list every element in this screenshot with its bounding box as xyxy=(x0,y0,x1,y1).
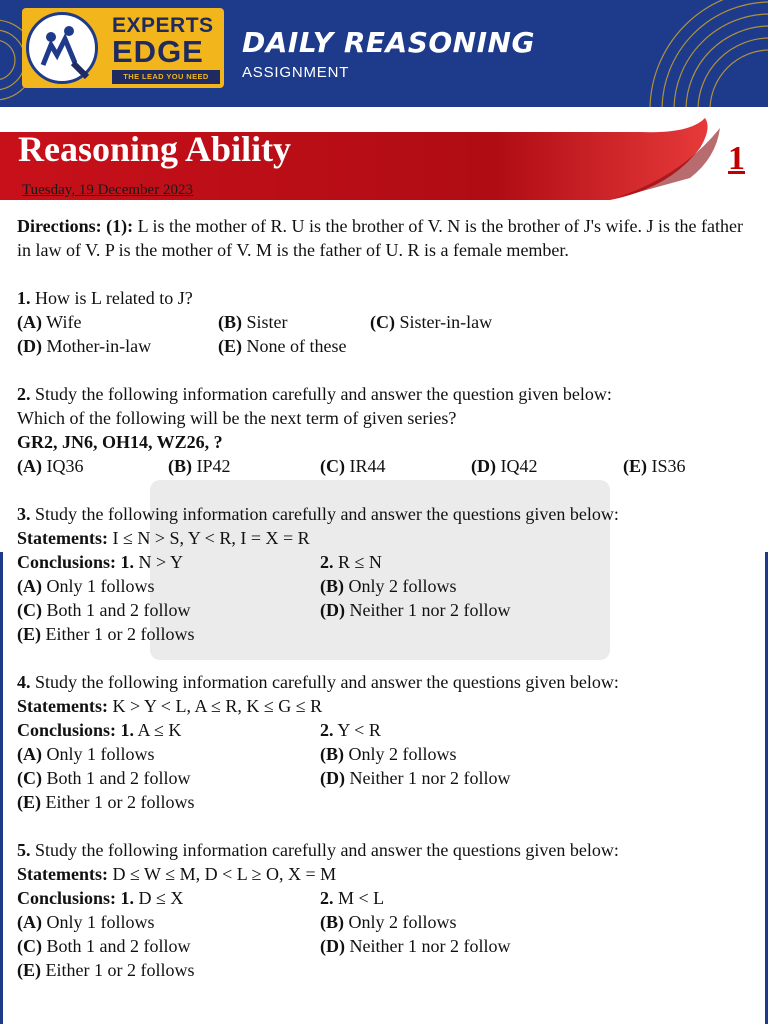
question-number: 2. xyxy=(17,384,31,404)
question-text: Study the following information carefully and answer the question given below: xyxy=(30,384,612,404)
option-c: (C) Sister-in-law xyxy=(370,312,493,332)
logo-text-edge: EDGE xyxy=(112,34,204,69)
directions-label: Directions: (1): xyxy=(17,216,134,236)
directions-text: L is the mother of R. U is the brother of V. N is the brother of J's wife. J is the father in law of V. P is the mother of V. M is the father of U. R is a female member. xyxy=(17,216,743,260)
question-text: Study the following information carefully and answer the questions given below: xyxy=(30,504,619,524)
conclusion-1: Conclusions: 1. D ≤ X xyxy=(17,888,184,908)
question-number: 4. xyxy=(17,672,31,692)
option-b: (B) IP42 xyxy=(168,456,231,476)
logo-text-experts: EXPERTS xyxy=(112,14,214,37)
question-4 xyxy=(17,670,757,814)
option-a: (A) Only 1 follows xyxy=(17,912,155,932)
option-d: (D) Neither 1 nor 2 follow xyxy=(320,936,511,956)
conclusion-1: Conclusions: 1. N > Y xyxy=(17,552,184,572)
option-d: (D) Neither 1 nor 2 follow xyxy=(320,768,511,788)
conclusion-1: Conclusions: 1. A ≤ K xyxy=(17,720,182,740)
header-subtitle: ASSIGNMENT xyxy=(242,64,350,81)
option-a: (A) Wife xyxy=(17,312,82,332)
question-text: Study the following information carefully and answer the questions given below: xyxy=(30,672,619,692)
question-number: 1. xyxy=(17,288,31,308)
option-d: (D) Mother-in-law xyxy=(17,336,152,356)
statements-label: Statements: xyxy=(17,864,108,884)
option-c: (C) IR44 xyxy=(320,456,386,476)
statements-label: Statements: xyxy=(17,528,108,548)
statements-label: Statements: xyxy=(17,696,108,716)
question-number: 5. xyxy=(17,840,31,860)
option-b: (B) Only 2 follows xyxy=(320,576,457,596)
statements: I ≤ N > S, Y < R, I = X = R xyxy=(107,528,310,548)
option-e: (E) Either 1 or 2 follows xyxy=(17,960,195,980)
option-c: (C) Both 1 and 2 follow xyxy=(17,600,191,620)
option-b: (B) Only 2 follows xyxy=(320,744,457,764)
statements: K > Y < L, A ≤ R, K ≤ G ≤ R xyxy=(107,696,323,716)
question-text: How is L related to J? xyxy=(30,288,193,308)
question-text-2: Which of the following will be the next term of given series? xyxy=(17,408,457,428)
option-e: (E) Either 1 or 2 follows xyxy=(17,624,195,644)
directions xyxy=(17,214,757,262)
series: GR2, JN6, OH14, WZ26, ? xyxy=(17,432,223,452)
conclusion-2: 2. Y < R xyxy=(320,720,381,740)
assignment-date: Tuesday, 19 December 2023 xyxy=(22,182,193,198)
option-a: (A) Only 1 follows xyxy=(17,744,155,764)
question-content xyxy=(17,214,757,1006)
header-title: DAILY REASONING xyxy=(242,26,535,59)
option-c: (C) Both 1 and 2 follow xyxy=(17,936,191,956)
logo-emblem-icon xyxy=(26,12,98,84)
option-d: (D) IQ42 xyxy=(471,456,538,476)
question-3 xyxy=(17,502,757,646)
question-number: 3. xyxy=(17,504,31,524)
option-b: (B) Only 2 follows xyxy=(320,912,457,932)
page-number: 1 xyxy=(728,140,745,177)
question-2 xyxy=(17,382,757,478)
logo-tagline: THE LEAD YOU NEED xyxy=(112,70,220,84)
option-a: (A) Only 1 follows xyxy=(17,576,155,596)
conclusion-2: 2. M < L xyxy=(320,888,385,908)
question-1 xyxy=(17,286,757,358)
option-e: (E) None of these xyxy=(218,336,347,356)
option-a: (A) IQ36 xyxy=(17,456,84,476)
question-5 xyxy=(17,838,757,982)
option-d: (D) Neither 1 nor 2 follow xyxy=(320,600,511,620)
option-c: (C) Both 1 and 2 follow xyxy=(17,768,191,788)
option-e: (E) IS36 xyxy=(623,456,686,476)
page-header xyxy=(0,0,768,107)
question-text: Study the following information carefully and answer the questions given below: xyxy=(30,840,619,860)
option-e: (E) Either 1 or 2 follows xyxy=(17,792,195,812)
page-title: Reasoning Ability xyxy=(18,129,292,169)
statements: D ≤ W ≤ M, D < L ≥ O, X = M xyxy=(107,864,337,884)
conclusion-2: 2. R ≤ N xyxy=(320,552,382,572)
option-b: (B) Sister xyxy=(218,312,288,332)
